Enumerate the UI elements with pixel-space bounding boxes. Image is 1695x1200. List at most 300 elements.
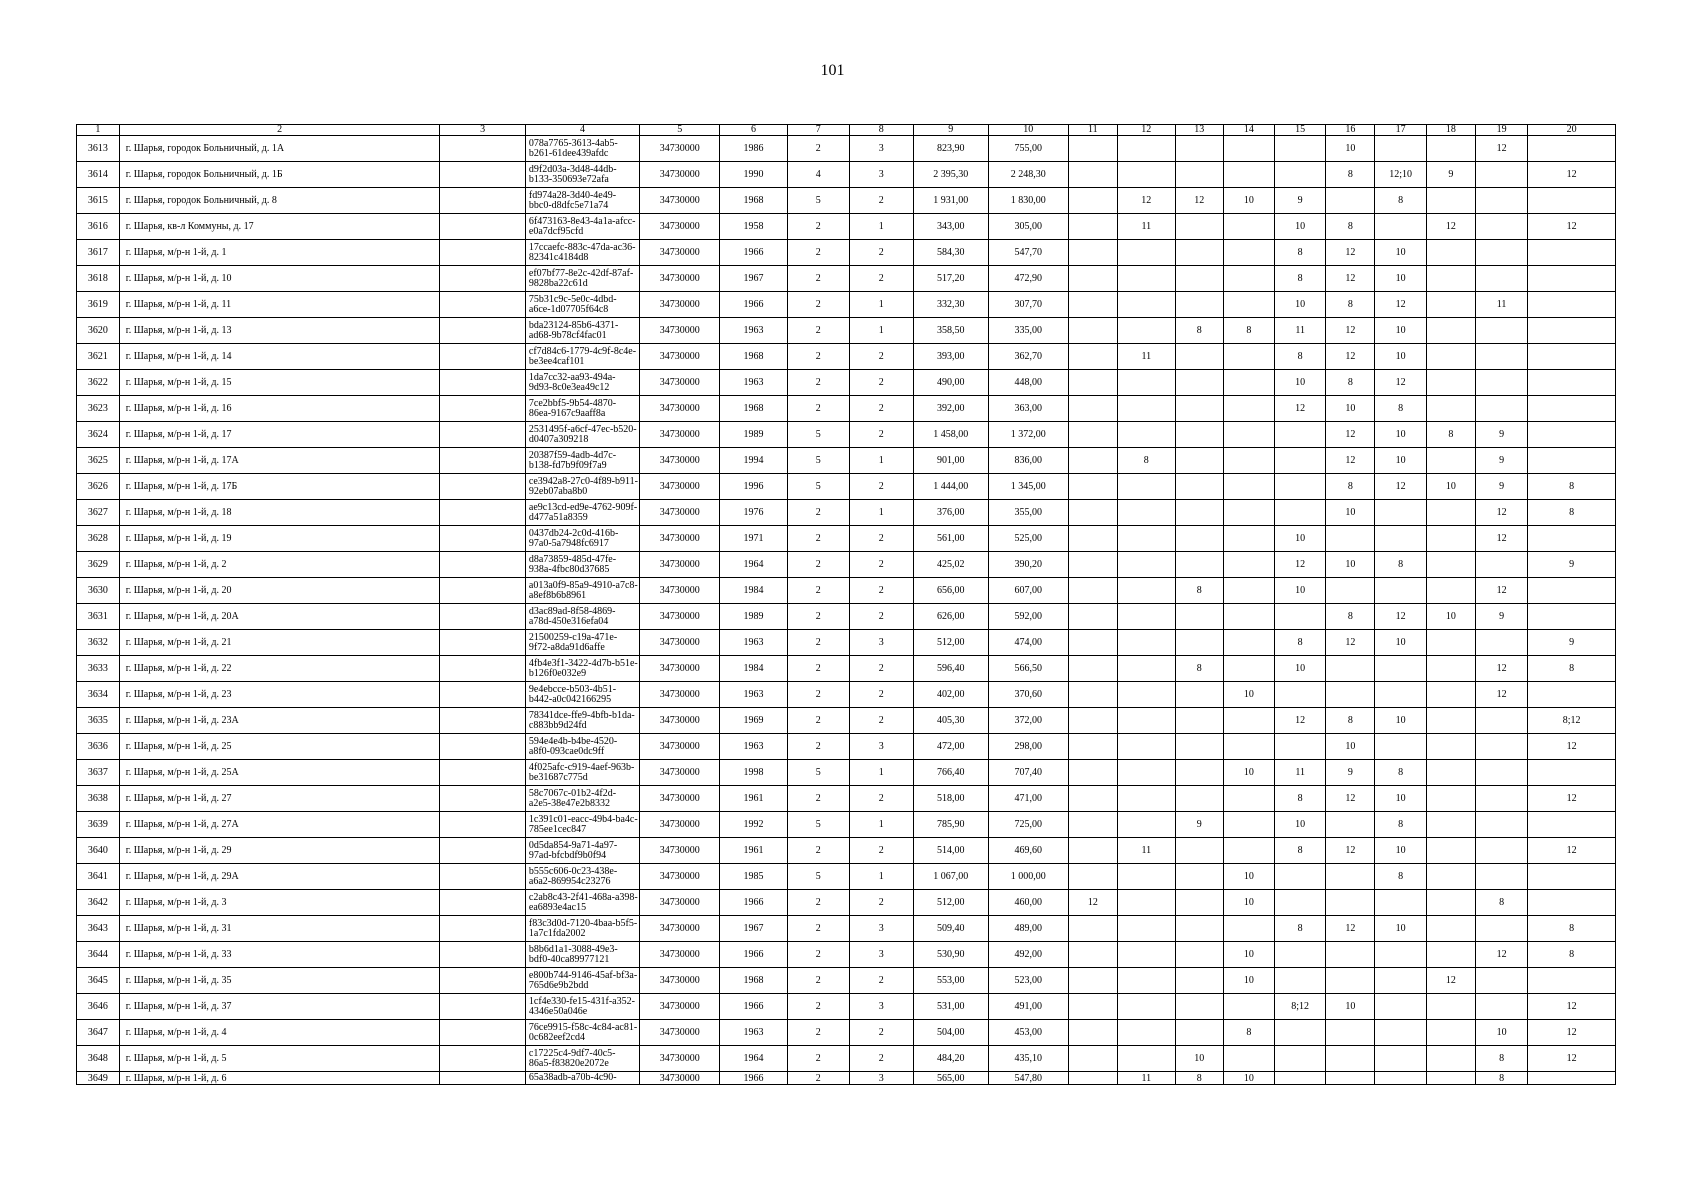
table-cell-col-19 xyxy=(1475,162,1527,188)
table-cell-col-7: 5 xyxy=(787,812,849,838)
table-cell-col-10: 492,00 xyxy=(988,942,1068,968)
table-cell-col-3 xyxy=(440,370,526,396)
table-cell-col-17 xyxy=(1375,942,1426,968)
table-cell-col-17: 10 xyxy=(1375,422,1426,448)
table-cell-col-10: 435,10 xyxy=(988,1046,1068,1072)
column-header-15: 15 xyxy=(1275,125,1326,136)
table-cell-col-6: 1971 xyxy=(720,526,787,552)
table-cell-col-17: 8 xyxy=(1375,864,1426,890)
table-cell-col-3 xyxy=(440,786,526,812)
table-cell-col-19: 12 xyxy=(1475,526,1527,552)
table-cell-col-20 xyxy=(1528,136,1616,162)
table-cell-col-4: 76ce9915-f58c-4c84-ac81-0c682eef2cd4 xyxy=(525,1020,639,1046)
table-cell-col-16 xyxy=(1326,890,1375,916)
table-row xyxy=(77,760,1616,786)
table-cell-col-7: 2 xyxy=(787,526,849,552)
table-cell-col-16: 12 xyxy=(1326,630,1375,656)
table-cell-col-5: 34730000 xyxy=(640,942,720,968)
table-row xyxy=(77,656,1616,682)
table-cell-col-7: 5 xyxy=(787,188,849,214)
table-cell-col-5: 34730000 xyxy=(640,448,720,474)
table-cell-col-18 xyxy=(1426,890,1475,916)
table-cell-col-9: 376,00 xyxy=(913,500,988,526)
table-cell-col-19 xyxy=(1475,266,1527,292)
table-cell-col-1: 3644 xyxy=(77,942,120,968)
table-cell-col-19 xyxy=(1475,734,1527,760)
table-cell-col-7: 5 xyxy=(787,760,849,786)
table-cell-col-18 xyxy=(1426,734,1475,760)
table-cell-col-2: г. Шарья, м/р-н 1-й, д. 22 xyxy=(119,656,440,682)
table-cell-col-16 xyxy=(1326,188,1375,214)
table-cell-col-15 xyxy=(1275,474,1326,500)
table-cell-col-4: 6f473163-8e43-4a1a-afcc-e0a7dcf95cfd xyxy=(525,214,639,240)
table-cell-col-8: 1 xyxy=(849,214,913,240)
table-cell-col-12 xyxy=(1117,136,1175,162)
table-cell-col-11 xyxy=(1068,136,1117,162)
table-cell-col-2: г. Шарья, м/р-н 1-й, д. 23 xyxy=(119,682,440,708)
table-cell-col-20 xyxy=(1528,292,1616,318)
table-cell-col-20: 9 xyxy=(1528,552,1616,578)
table-cell-col-6: 1958 xyxy=(720,214,787,240)
table-cell-col-10: 1 372,00 xyxy=(988,422,1068,448)
table-cell-col-9: 512,00 xyxy=(913,890,988,916)
table-cell-col-5: 34730000 xyxy=(640,994,720,1020)
table-cell-col-6: 1966 xyxy=(720,994,787,1020)
table-cell-col-17: 12;10 xyxy=(1375,162,1426,188)
table-cell-col-18 xyxy=(1426,370,1475,396)
table-cell-col-12 xyxy=(1117,422,1175,448)
table-cell-col-1: 3637 xyxy=(77,760,120,786)
table-cell-col-13 xyxy=(1175,630,1223,656)
table-cell-col-11 xyxy=(1068,708,1117,734)
table-cell-col-5: 34730000 xyxy=(640,396,720,422)
table-cell-col-5: 34730000 xyxy=(640,838,720,864)
table-cell-col-9: 1 931,00 xyxy=(913,188,988,214)
table-cell-col-4: ef07bf77-8e2c-42df-87af-9828ba22c61d xyxy=(525,266,639,292)
table-cell-col-11 xyxy=(1068,188,1117,214)
table-cell-col-2: г. Шарья, м/р-н 1-й, д. 3 xyxy=(119,890,440,916)
table-cell-col-17: 10 xyxy=(1375,266,1426,292)
table-cell-col-10: 448,00 xyxy=(988,370,1068,396)
table-cell-col-1: 3617 xyxy=(77,240,120,266)
table-cell-col-7: 2 xyxy=(787,136,849,162)
table-cell-col-10: 566,50 xyxy=(988,656,1068,682)
table-cell-col-11 xyxy=(1068,656,1117,682)
table-cell-col-11 xyxy=(1068,396,1117,422)
table-cell-col-14 xyxy=(1223,578,1274,604)
table-cell-col-2: г. Шарья, м/р-н 1-й, д. 31 xyxy=(119,916,440,942)
table-cell-col-6: 1990 xyxy=(720,162,787,188)
table-cell-col-2: г. Шарья, м/р-н 1-й, д. 20 xyxy=(119,578,440,604)
table-row xyxy=(77,968,1616,994)
table-cell-col-17 xyxy=(1375,1046,1426,1072)
table-cell-col-19: 12 xyxy=(1475,682,1527,708)
table-cell-col-11 xyxy=(1068,448,1117,474)
table-cell-col-6: 1986 xyxy=(720,136,787,162)
table-cell-col-11 xyxy=(1068,734,1117,760)
table-cell-col-10: 491,00 xyxy=(988,994,1068,1020)
table-cell-col-17 xyxy=(1375,656,1426,682)
table-cell-col-7: 2 xyxy=(787,552,849,578)
table-cell-col-1: 3630 xyxy=(77,578,120,604)
table-cell-col-7: 2 xyxy=(787,1072,849,1085)
table-cell-col-8: 1 xyxy=(849,292,913,318)
table-cell-col-13 xyxy=(1175,474,1223,500)
table-cell-col-10: 592,00 xyxy=(988,604,1068,630)
table-cell-col-5: 34730000 xyxy=(640,1072,720,1085)
table-cell-col-3 xyxy=(440,162,526,188)
table-cell-col-12 xyxy=(1117,708,1175,734)
table-cell-col-16: 10 xyxy=(1326,552,1375,578)
table-cell-col-16: 8 xyxy=(1326,162,1375,188)
table-cell-col-13 xyxy=(1175,968,1223,994)
table-cell-col-13: 8 xyxy=(1175,578,1223,604)
table-cell-col-8: 1 xyxy=(849,448,913,474)
table-cell-col-15 xyxy=(1275,604,1326,630)
table-cell-col-8: 2 xyxy=(849,344,913,370)
table-cell-col-12: 12 xyxy=(1117,188,1175,214)
table-cell-col-5: 34730000 xyxy=(640,526,720,552)
table-cell-col-2: г. Шарья, м/р-н 1-й, д. 17 xyxy=(119,422,440,448)
table-cell-col-7: 2 xyxy=(787,240,849,266)
table-cell-col-7: 2 xyxy=(787,786,849,812)
table-cell-col-17: 12 xyxy=(1375,604,1426,630)
table-cell-col-19 xyxy=(1475,240,1527,266)
table-cell-col-10: 525,00 xyxy=(988,526,1068,552)
table-cell-col-14: 10 xyxy=(1223,760,1274,786)
table-cell-col-16: 10 xyxy=(1326,396,1375,422)
table-cell-col-10: 471,00 xyxy=(988,786,1068,812)
table-cell-col-8: 3 xyxy=(849,994,913,1020)
table-cell-col-13 xyxy=(1175,760,1223,786)
table-cell-col-3 xyxy=(440,1072,526,1085)
table-cell-col-1: 3635 xyxy=(77,708,120,734)
table-cell-col-12 xyxy=(1117,890,1175,916)
table-cell-col-2: г. Шарья, городок Больничный, д. 1А xyxy=(119,136,440,162)
table-cell-col-12 xyxy=(1117,968,1175,994)
table-cell-col-10: 453,00 xyxy=(988,1020,1068,1046)
table-cell-col-6: 1989 xyxy=(720,422,787,448)
table-cell-col-20 xyxy=(1528,188,1616,214)
table-cell-col-15: 10 xyxy=(1275,370,1326,396)
table-cell-col-16: 8 xyxy=(1326,708,1375,734)
table-cell-col-15 xyxy=(1275,1046,1326,1072)
table-cell-col-19 xyxy=(1475,344,1527,370)
table-cell-col-17 xyxy=(1375,578,1426,604)
table-cell-col-15: 10 xyxy=(1275,578,1326,604)
table-cell-col-2: г. Шарья, м/р-н 1-й, д. 2 xyxy=(119,552,440,578)
table-cell-col-17 xyxy=(1375,994,1426,1020)
table-cell-col-8: 2 xyxy=(849,838,913,864)
table-cell-col-10: 547,80 xyxy=(988,1072,1068,1085)
table-cell-col-3 xyxy=(440,1020,526,1046)
table-cell-col-4: 9e4ebcce-b503-4b51-b442-a0c042166295 xyxy=(525,682,639,708)
table-row xyxy=(77,578,1616,604)
table-cell-col-11 xyxy=(1068,1072,1117,1085)
table-cell-col-19: 12 xyxy=(1475,136,1527,162)
table-cell-col-1: 3634 xyxy=(77,682,120,708)
table-cell-col-14 xyxy=(1223,136,1274,162)
table-cell-col-2: г. Шарья, м/р-н 1-й, д. 17А xyxy=(119,448,440,474)
table-cell-col-18 xyxy=(1426,682,1475,708)
table-cell-col-19 xyxy=(1475,760,1527,786)
column-header-19: 19 xyxy=(1475,125,1527,136)
table-cell-col-14 xyxy=(1223,786,1274,812)
table-cell-col-3 xyxy=(440,890,526,916)
table-cell-col-12 xyxy=(1117,656,1175,682)
table-cell-col-20: 12 xyxy=(1528,994,1616,1020)
table-row xyxy=(77,630,1616,656)
table-cell-col-10: 836,00 xyxy=(988,448,1068,474)
table-cell-col-16 xyxy=(1326,812,1375,838)
table-cell-col-4: ce3942a8-27c0-4f89-b911-92eb07aba8b0 xyxy=(525,474,639,500)
table-row xyxy=(77,786,1616,812)
table-cell-col-15 xyxy=(1275,448,1326,474)
table-cell-col-13 xyxy=(1175,370,1223,396)
table-cell-col-15: 8;12 xyxy=(1275,994,1326,1020)
table-cell-col-13 xyxy=(1175,604,1223,630)
table-cell-col-17: 8 xyxy=(1375,396,1426,422)
table-cell-col-9: 484,20 xyxy=(913,1046,988,1072)
table-cell-col-11 xyxy=(1068,370,1117,396)
table-cell-col-2: г. Шарья, м/р-н 1-й, д. 6 xyxy=(119,1072,440,1085)
table-cell-col-17 xyxy=(1375,890,1426,916)
table-cell-col-1: 3648 xyxy=(77,1046,120,1072)
table-cell-col-7: 5 xyxy=(787,474,849,500)
table-cell-col-6: 1963 xyxy=(720,1020,787,1046)
table-cell-col-7: 2 xyxy=(787,994,849,1020)
table-cell-col-14 xyxy=(1223,656,1274,682)
table-cell-col-12 xyxy=(1117,552,1175,578)
table-cell-col-1: 3613 xyxy=(77,136,120,162)
table-cell-col-9: 472,00 xyxy=(913,734,988,760)
table-cell-col-1: 3616 xyxy=(77,214,120,240)
table-cell-col-8: 1 xyxy=(849,864,913,890)
table-cell-col-19 xyxy=(1475,396,1527,422)
table-cell-col-11 xyxy=(1068,630,1117,656)
table-cell-col-6: 1963 xyxy=(720,370,787,396)
table-cell-col-16: 8 xyxy=(1326,604,1375,630)
table-cell-col-13: 12 xyxy=(1175,188,1223,214)
table-cell-col-20: 12 xyxy=(1528,162,1616,188)
table-cell-col-11 xyxy=(1068,942,1117,968)
table-cell-col-2: г. Шарья, м/р-н 1-й, д. 25 xyxy=(119,734,440,760)
table-cell-col-12 xyxy=(1117,500,1175,526)
table-cell-col-4: 4fb4e3f1-3422-4d7b-b51e-b126f0e032e9 xyxy=(525,656,639,682)
table-cell-col-16: 12 xyxy=(1326,422,1375,448)
table-cell-col-9: 514,00 xyxy=(913,838,988,864)
table-cell-col-1: 3646 xyxy=(77,994,120,1020)
table-cell-col-3 xyxy=(440,838,526,864)
table-cell-col-20: 12 xyxy=(1528,838,1616,864)
table-cell-col-9: 512,00 xyxy=(913,630,988,656)
table-cell-col-1: 3639 xyxy=(77,812,120,838)
table-cell-col-7: 2 xyxy=(787,656,849,682)
table-cell-col-12: 11 xyxy=(1117,1072,1175,1085)
table-cell-col-15 xyxy=(1275,682,1326,708)
table-cell-col-8: 2 xyxy=(849,968,913,994)
table-cell-col-4: d3ac89ad-8f58-4869-a78d-450e316efa04 xyxy=(525,604,639,630)
column-header-6: 6 xyxy=(720,125,787,136)
table-cell-col-18 xyxy=(1426,708,1475,734)
table-cell-col-18 xyxy=(1426,552,1475,578)
table-cell-col-11 xyxy=(1068,968,1117,994)
table-cell-col-20 xyxy=(1528,526,1616,552)
table-cell-col-20 xyxy=(1528,1072,1616,1085)
table-cell-col-16: 12 xyxy=(1326,916,1375,942)
table-cell-col-15: 10 xyxy=(1275,292,1326,318)
table-cell-col-2: г. Шарья, м/р-н 1-й, д. 16 xyxy=(119,396,440,422)
table-cell-col-16 xyxy=(1326,942,1375,968)
table-cell-col-8: 2 xyxy=(849,1046,913,1072)
table-cell-col-13 xyxy=(1175,916,1223,942)
table-cell-col-20 xyxy=(1528,344,1616,370)
column-header-17: 17 xyxy=(1375,125,1426,136)
table-cell-col-14: 10 xyxy=(1223,942,1274,968)
table-cell-col-10: 755,00 xyxy=(988,136,1068,162)
table-cell-col-5: 34730000 xyxy=(640,344,720,370)
table-cell-col-20: 12 xyxy=(1528,734,1616,760)
table-cell-col-7: 2 xyxy=(787,344,849,370)
table-cell-col-4: 21500259-c19a-471e-9f72-a8da91d6affe xyxy=(525,630,639,656)
table-cell-col-15: 11 xyxy=(1275,760,1326,786)
table-cell-col-12 xyxy=(1117,812,1175,838)
table-cell-col-13 xyxy=(1175,448,1223,474)
table-cell-col-7: 2 xyxy=(787,1046,849,1072)
table-cell-col-12 xyxy=(1117,162,1175,188)
table-cell-col-12 xyxy=(1117,292,1175,318)
table-cell-col-7: 2 xyxy=(787,578,849,604)
table-row xyxy=(77,916,1616,942)
table-cell-col-8: 1 xyxy=(849,812,913,838)
table-cell-col-15 xyxy=(1275,500,1326,526)
table-row xyxy=(77,266,1616,292)
table-cell-col-6: 1984 xyxy=(720,578,787,604)
table-cell-col-9: 565,00 xyxy=(913,1072,988,1085)
table-cell-col-13 xyxy=(1175,292,1223,318)
table-cell-col-19: 11 xyxy=(1475,292,1527,318)
table-cell-col-7: 5 xyxy=(787,422,849,448)
table-cell-col-11 xyxy=(1068,240,1117,266)
table-cell-col-11 xyxy=(1068,916,1117,942)
table-cell-col-13 xyxy=(1175,864,1223,890)
column-header-1: 1 xyxy=(77,125,120,136)
table-row xyxy=(77,942,1616,968)
table-cell-col-3 xyxy=(440,474,526,500)
table-cell-col-13 xyxy=(1175,136,1223,162)
table-cell-col-20: 8 xyxy=(1528,500,1616,526)
table-cell-col-19 xyxy=(1475,188,1527,214)
table-cell-col-8: 3 xyxy=(849,1072,913,1085)
table-cell-col-16 xyxy=(1326,682,1375,708)
table-cell-col-19: 8 xyxy=(1475,1046,1527,1072)
table-cell-col-9: 343,00 xyxy=(913,214,988,240)
table-cell-col-18: 9 xyxy=(1426,162,1475,188)
table-cell-col-13 xyxy=(1175,552,1223,578)
table-cell-col-5: 34730000 xyxy=(640,864,720,890)
table-cell-col-16 xyxy=(1326,656,1375,682)
table-cell-col-7: 2 xyxy=(787,396,849,422)
table-cell-col-9: 626,00 xyxy=(913,604,988,630)
table-cell-col-6: 1984 xyxy=(720,656,787,682)
table-cell-col-4: 20387f59-4adb-4d7c-b138-fd7b9f09f7a9 xyxy=(525,448,639,474)
table-cell-col-13 xyxy=(1175,1020,1223,1046)
table-cell-col-20 xyxy=(1528,422,1616,448)
table-cell-col-4: f83c3d0d-7120-4baa-b5f5-1a7c1fda2002 xyxy=(525,916,639,942)
table-cell-col-14 xyxy=(1223,1046,1274,1072)
table-cell-col-8: 2 xyxy=(849,890,913,916)
table-cell-col-9: 504,00 xyxy=(913,1020,988,1046)
table-cell-col-5: 34730000 xyxy=(640,552,720,578)
table-cell-col-3 xyxy=(440,968,526,994)
table-cell-col-6: 1961 xyxy=(720,838,787,864)
table-cell-col-8: 3 xyxy=(849,162,913,188)
table-cell-col-14 xyxy=(1223,604,1274,630)
table-cell-col-16: 12 xyxy=(1326,344,1375,370)
table-cell-col-2: г. Шарья, м/р-н 1-й, д. 19 xyxy=(119,526,440,552)
column-header-18: 18 xyxy=(1426,125,1475,136)
table-cell-col-17 xyxy=(1375,734,1426,760)
table-cell-col-19: 12 xyxy=(1475,500,1527,526)
column-header-3: 3 xyxy=(440,125,526,136)
table-cell-col-1: 3636 xyxy=(77,734,120,760)
table-cell-col-3 xyxy=(440,604,526,630)
table-cell-col-7: 2 xyxy=(787,734,849,760)
table-cell-col-11 xyxy=(1068,500,1117,526)
table-cell-col-18 xyxy=(1426,240,1475,266)
table-cell-col-17 xyxy=(1375,1020,1426,1046)
table-cell-col-19: 9 xyxy=(1475,448,1527,474)
table-cell-col-10: 725,00 xyxy=(988,812,1068,838)
table-row xyxy=(77,240,1616,266)
table-cell-col-18 xyxy=(1426,292,1475,318)
table-cell-col-15: 8 xyxy=(1275,630,1326,656)
table-cell-col-17 xyxy=(1375,136,1426,162)
table-cell-col-9: 766,40 xyxy=(913,760,988,786)
table-cell-col-5: 34730000 xyxy=(640,578,720,604)
table-cell-col-5: 34730000 xyxy=(640,604,720,630)
table-cell-col-6: 1968 xyxy=(720,344,787,370)
table-cell-col-4: b8b6d1a1-3088-49e3-bdf0-40ca89977121 xyxy=(525,942,639,968)
table-cell-col-15 xyxy=(1275,864,1326,890)
column-header-16: 16 xyxy=(1326,125,1375,136)
table-cell-col-2: г. Шарья, м/р-н 1-й, д. 21 xyxy=(119,630,440,656)
table-cell-col-15 xyxy=(1275,942,1326,968)
table-cell-col-17: 10 xyxy=(1375,630,1426,656)
table-cell-col-12: 11 xyxy=(1117,838,1175,864)
table-cell-col-17 xyxy=(1375,968,1426,994)
table-cell-col-1: 3632 xyxy=(77,630,120,656)
table-cell-col-6: 1966 xyxy=(720,240,787,266)
table-cell-col-5: 34730000 xyxy=(640,136,720,162)
table-cell-col-14 xyxy=(1223,292,1274,318)
table-cell-col-13 xyxy=(1175,682,1223,708)
table-cell-col-19: 12 xyxy=(1475,656,1527,682)
table-cell-col-15: 10 xyxy=(1275,214,1326,240)
table-cell-col-20: 12 xyxy=(1528,1046,1616,1072)
table-cell-col-20 xyxy=(1528,448,1616,474)
table-cell-col-16: 10 xyxy=(1326,734,1375,760)
table-row xyxy=(77,604,1616,630)
table-cell-col-8: 2 xyxy=(849,266,913,292)
table-cell-col-12: 11 xyxy=(1117,214,1175,240)
table-cell-col-15: 8 xyxy=(1275,786,1326,812)
table-cell-col-8: 2 xyxy=(849,578,913,604)
table-cell-col-8: 3 xyxy=(849,942,913,968)
table-cell-col-13 xyxy=(1175,708,1223,734)
table-cell-col-14 xyxy=(1223,994,1274,1020)
table-cell-col-18: 8 xyxy=(1426,422,1475,448)
